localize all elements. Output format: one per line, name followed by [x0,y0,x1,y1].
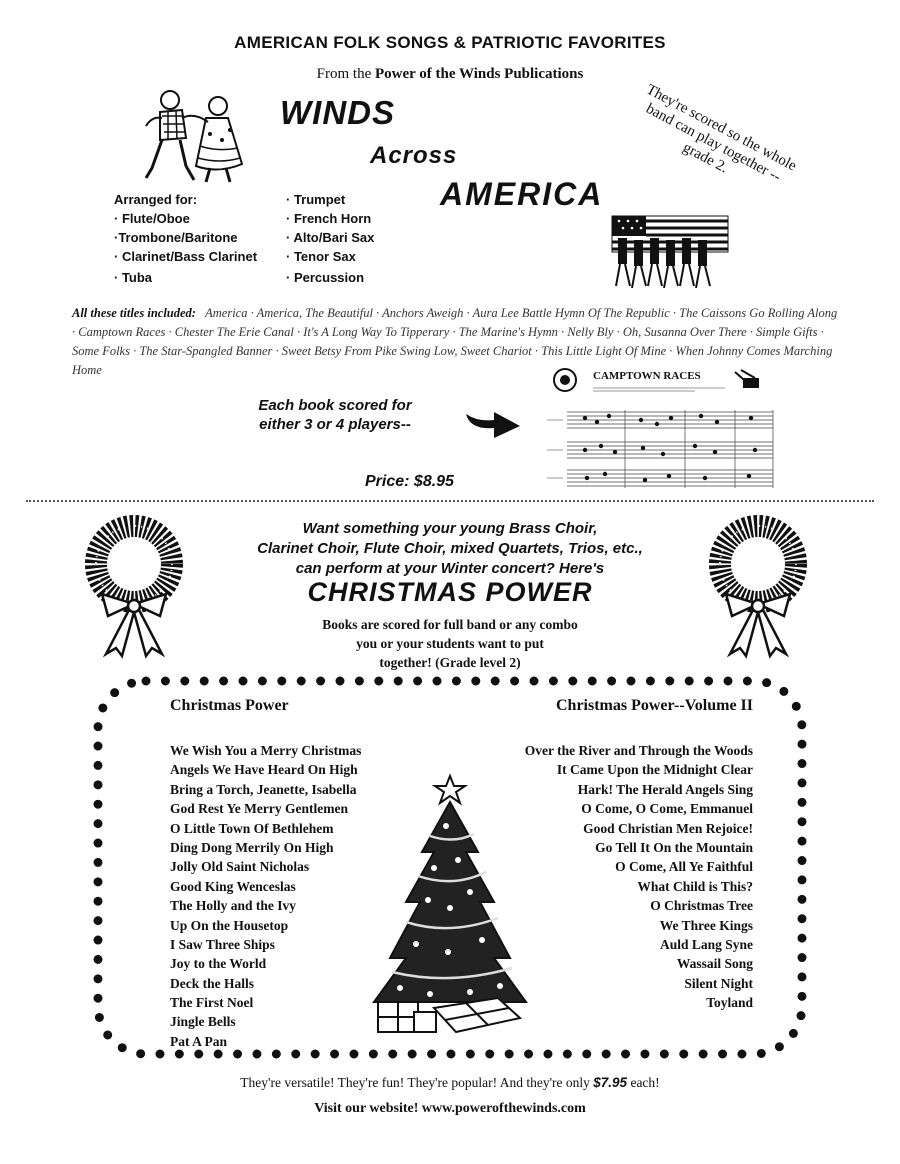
instrument-item: · Alto/Bari Sax [286,230,375,245]
section-divider [26,500,874,502]
instrument-item: · Clarinet/Bass Clarinet [114,249,258,264]
arranged-heading: Arranged for: [114,192,198,207]
scoring-note-line-2: you or your students want to put [356,636,544,651]
song-item: Hark! The Herald Angels Sing [577,781,753,797]
logo-america: AMERICA [440,176,604,212]
from-prefix: From the [316,66,372,82]
intro-line-3: can perform at your Winter concert? Here's [295,560,605,577]
intro-line-1: Want something your young Brass Choir, [302,520,598,537]
song-item: We Wish You a Merry Christmas [170,743,362,758]
tagline-text: They're versatile! They're fun! They're popular! And they're only [240,1075,590,1090]
song-item: The First Noel [170,995,254,1011]
song-item: Wassail Song [676,956,753,972]
christmas-intro [200,519,700,579]
song-item: Pat A Pan [170,1033,228,1049]
song-item: God Rest Ye Merry Gentlemen [170,801,348,817]
grade-note: They're scored so the whole band can play together -- grade 2. [643,81,799,186]
song-item: Jolly Old Saint Nicholas [170,859,310,875]
instrument-item: ·Trombone/Baritone [114,230,238,245]
publisher-name: Power of the Winds Publications [374,66,584,82]
song-item: Auld Lang Syne [659,936,753,952]
scoring-line-2: either 3 or 4 players-- [259,416,411,433]
christmas-power-logo: CHRISTMAS POWER [307,577,593,607]
instrument-item: · French Horn [286,211,372,226]
song-item: Good Christian Men Rejoice! [583,820,753,836]
marching-band-illustration [610,214,730,290]
song-item: Go Tell It On the Mountain [595,839,753,855]
song-item: O Little Town Of Bethlehem [170,820,334,836]
sheet-music-graphic [545,366,775,490]
song-item: What Child is This? [637,878,753,894]
instrument-item: · Flute/Oboe [114,211,190,226]
instrument-item: · Tenor Sax [286,249,356,264]
wreath-right-illustration [702,512,814,660]
song-item: Deck the Halls [170,975,254,991]
scoring-line-1: Each book scored for [258,397,412,414]
song-item: The Holly and the Ivy [170,898,297,914]
instrument-item: · Tuba [114,270,153,285]
song-item: Joy to the World [170,956,267,972]
song-item: O Come, All Ye Faithful [615,859,753,875]
included-titles-list: America · America, The Beautiful · Anchors Aweigh · Aura Lee Battle Hymn Of The Republic · The Caissons Go Rolling Along · Camptown Races · Chester The Erie Canal · It's A Long Way To Tipperary · The Marine's Hymn · Nelly Bly · Oh, Susanna Over There · Simple Gifts · Some Folks · The Star-Spangled Banner · Sweet Betsy From Pike Swing Low, Sweet Chariot · This Little Light Of Mine · When Johnny Comes Marching Home [72,306,838,377]
song-item: We Three Kings [659,917,753,933]
sample-song-title: CAMPTOWN RACES [593,370,701,382]
tagline-price: $7.95 [593,1075,628,1090]
page-title: AMERICAN FOLK SONGS & PATRIOTIC FAVORITES [234,33,666,52]
song-item: Toyland [706,995,753,1011]
vol1-heading: Christmas Power [170,697,289,714]
tagline-suffix: each! [630,1075,660,1090]
song-item: Bring a Torch, Jeanette, Isabella [170,781,357,797]
song-item: O Christmas Tree [650,898,753,914]
song-item: O Come, O Come, Emmanuel [581,801,753,817]
intro-line-2: Clarinet Choir, Flute Choir, mixed Quartets, Trios, etc., [257,540,643,557]
included-titles-label: All these titles included: [72,306,196,320]
song-item: Good King Wenceslas [170,878,296,894]
sample-sheet-music [545,366,775,490]
song-item: Jingle Bells [170,1014,236,1030]
website-link[interactable]: Visit our website! www.powerofthewinds.com [314,1101,586,1116]
song-item: Angels We Have Heard On High [170,762,358,778]
song-item: Up On the Housetop [170,917,289,933]
instrument-item: · Trumpet [286,192,346,207]
scoring-note-line-1: Books are scored for full band or any combo [322,617,578,632]
arrow-right-icon [464,408,522,442]
scoring-note [190,396,480,434]
christmas-power-vol2 [440,697,753,1012]
vol2-heading: Christmas Power--Volume II [555,697,753,714]
logo-across: Across [370,142,458,169]
wreath-left-illustration [78,512,190,660]
instrument-item: · Percussion [286,270,365,285]
song-item: Silent Night [684,975,753,991]
christmas-power-vol1 [170,697,410,1051]
christmas-scoring-note [270,615,630,672]
logo-winds: WINDS [280,94,395,131]
song-item: I Saw Three Ships [170,936,275,952]
scoring-note-line-3: together! (Grade level 2) [379,655,521,670]
footer-tagline [0,1075,900,1091]
song-item: Over the River and Through the Woods [524,743,753,758]
song-item: Ding Dong Merrily On High [170,839,334,855]
publisher-line [0,66,900,83]
song-item: It Came Upon the Midnight Clear [556,762,753,778]
dancing-couple-illustration [130,86,260,186]
price-label: Price: $8.95 [365,473,454,490]
